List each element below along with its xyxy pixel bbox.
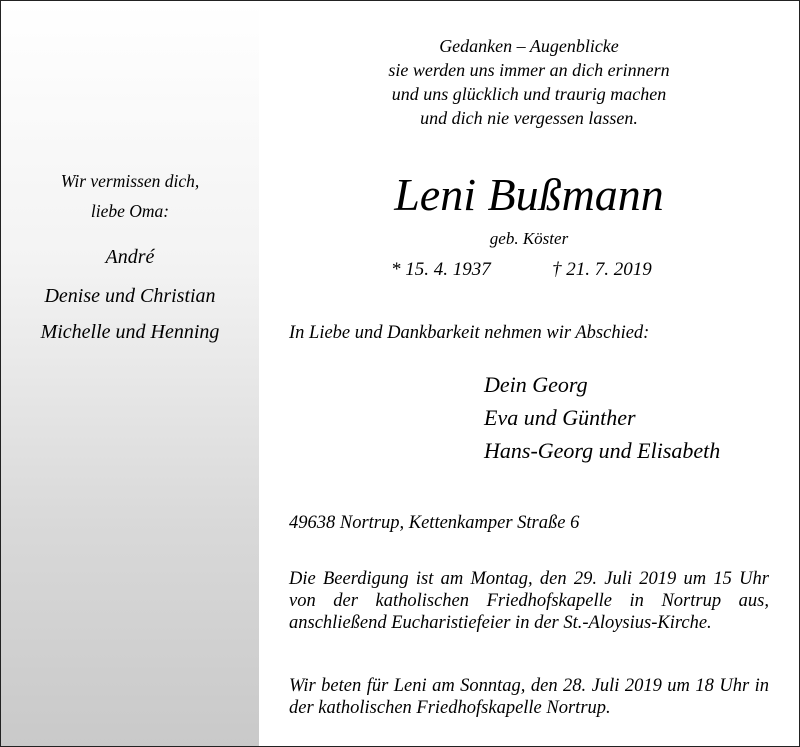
mourner-name: Hans-Georg und Elisabeth — [484, 438, 721, 463]
sidebar-greeting-line2: liebe Oma: — [90, 201, 170, 221]
sidebar-panel — [1, 1, 259, 746]
poem-line: und dich nie vergessen lassen. — [420, 108, 638, 128]
death-date: † 21. 7. 2019 — [552, 259, 652, 280]
poem-line: und uns glücklich und traurig machen — [391, 84, 667, 104]
farewell-intro: In Liebe und Dankbarkeit nehmen wir Abschied: — [289, 323, 650, 343]
grandchild-name: Michelle und Henning — [40, 321, 220, 343]
poem-line: sie werden uns immer an dich erinnern — [388, 60, 670, 80]
birth-date: * 15. 4. 1937 — [391, 259, 491, 280]
birth-name: geb. Köster — [489, 229, 569, 248]
funeral-text: Die Beerdigung ist am Montag, den 29. Juli 2019 um 15 Uhr von der katholischen Friedhofskapelle in Nortrup aus, anschließend Eucharistiefeier in der St.-Aloysius-Kirche. — [289, 569, 769, 633]
sidebar-greeting-line1: Wir vermissen dich, — [60, 171, 200, 191]
poem-line: Gedanken – Augenblicke — [439, 36, 619, 56]
address: 49638 Nortrup, Kettenkamper Straße 6 — [289, 513, 580, 533]
main-content — [259, 1, 799, 746]
grandchild-name: Denise und Christian — [44, 285, 216, 307]
grandchild-name: André — [105, 246, 155, 268]
mourner-name: Dein Georg — [484, 372, 588, 397]
poem — [259, 34, 799, 130]
deceased-name: Leni Bußmann — [394, 169, 664, 220]
mourner-name: Eva und Günther — [484, 405, 636, 430]
prayer-text: Wir beten für Leni am Sonntag, den 28. Juli 2019 um 18 Uhr in der katholischen Friedhofskapelle Nortrup. — [289, 676, 769, 718]
